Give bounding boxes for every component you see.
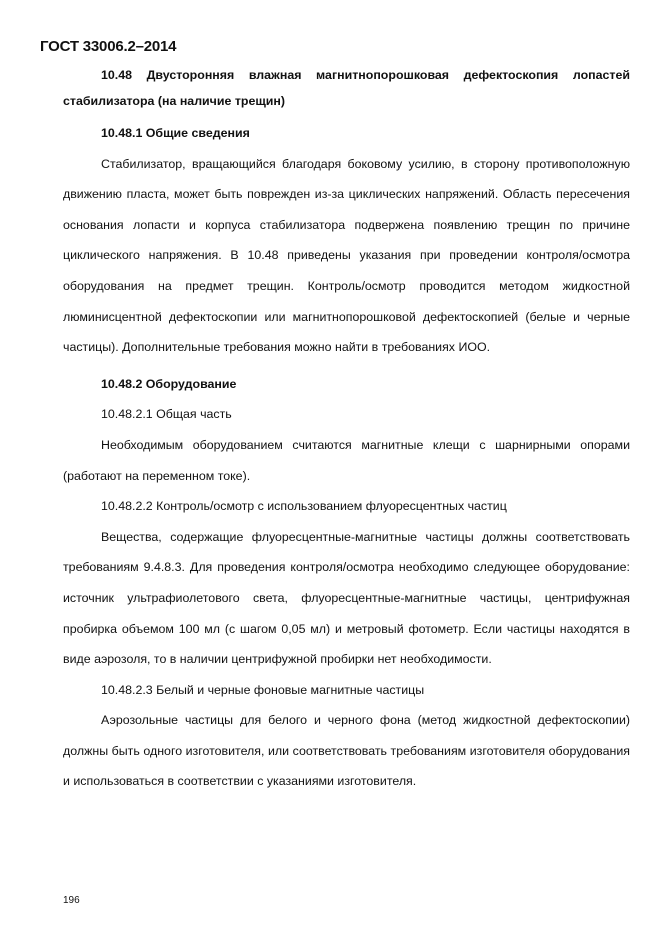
section-title-10-48-2: 10.48.2 Оборудование xyxy=(101,376,237,391)
paragraph-10-48-2-3: Аэрозольные частицы для белого и черного фона (метод жидкостной дефектоскопии) должны быть одного изготовителя, или соответствовать требованиям изготовителя оборудования и использоваться в соответствии с указаниями изготовителя. xyxy=(63,713,630,789)
paragraph-10-48-1: Стабилизатор, вращающийся благодаря боковому усилию, в сторону противоположную движению пласта, может быть поврежден из-за циклических напряжений. Область пересечения основания лопасти и корпуса стабилизатора подвержена появлению трещин по причине циклического напряжения. В 10.48 приведены указания при проведении контроля/осмотра оборудования на предмет трещин. Контроль/осмотр проводится методом жидкостной люминисцентной дефектоскопии или магнитнопорошковой дефектоскопией (белые и черные частицы). Дополнительные требования можно найти в требованиях ИОО. xyxy=(63,156,630,355)
document-body xyxy=(63,62,630,797)
section-title-10-48-2-1: 10.48.2.1 Общая часть xyxy=(101,407,232,422)
section-title-10-48: 10.48 Двусторонняя влажная магнитнопорошковая дефектоскопия лопастей стабилизатора (на наличие трещин) xyxy=(63,68,630,108)
section-title-10-48-1: 10.48.1 Общие сведения xyxy=(101,126,250,140)
document-header: ГОСТ 33006.2–2014 xyxy=(40,38,177,55)
section-title-10-48-2-2: 10.48.2.2 Контроль/осмотр с использованием флуоресцентных частиц xyxy=(101,499,507,514)
paragraph-10-48-2-2: Вещества, содержащие флуоресцентные-магнитные частицы должны соответствовать требованиям 9.4.8.3. Для проведения контроля/осмотра необходимо следующее оборудование: источник ультрафиолетового света, флуоресцентные-магнитные частицы, центрифужная пробирка объемом 100 мл (с шагом 0,05 мл) и метровый фотометр. Если частицы находятся в виде аэрозоля, то в наличии центрифужной пробирки нет необходимости. xyxy=(63,529,630,667)
paragraph-10-48-2-1: Необходимым оборудованием считаются магнитные клещи с шарнирными опорами (работают на переменном токе). xyxy=(63,437,630,483)
page-number: 196 xyxy=(63,895,80,906)
section-title-10-48-2-3: 10.48.2.3 Белый и черные фоновые магнитные частицы xyxy=(101,682,425,697)
